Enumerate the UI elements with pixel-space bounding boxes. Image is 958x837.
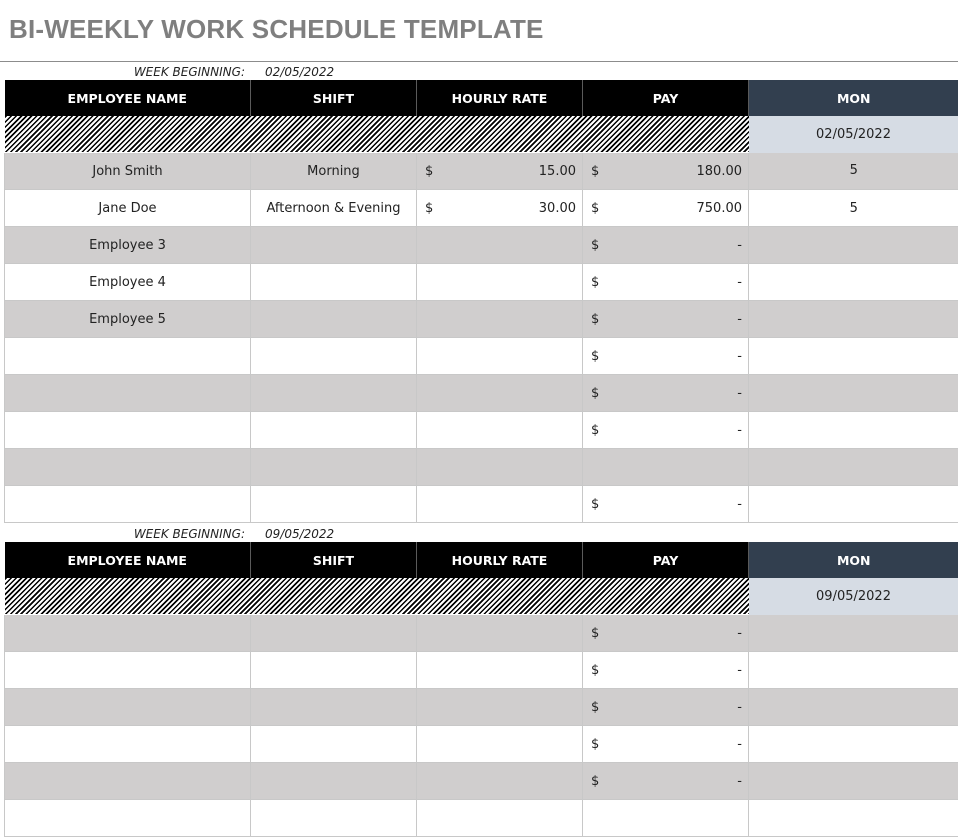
hourly-rate-cell[interactable]: [417, 615, 583, 652]
pay-cell[interactable]: [583, 726, 749, 763]
table-row: [5, 615, 958, 652]
shift-cell[interactable]: [251, 726, 417, 763]
shift-cell[interactable]: [251, 375, 417, 412]
amount-value: 750.00: [697, 201, 743, 216]
shift-cell[interactable]: [251, 264, 417, 301]
week-beginning-row: [4, 62, 958, 80]
amount-value: -: [737, 275, 742, 290]
pay-cell[interactable]: [583, 412, 749, 449]
employee-name-cell[interactable]: [5, 689, 251, 726]
shift-cell[interactable]: [251, 800, 417, 837]
pay-cell[interactable]: [583, 689, 749, 726]
amount-value: -: [737, 238, 742, 253]
hourly-rate-cell[interactable]: [417, 227, 583, 264]
employee-name-cell[interactable]: [5, 449, 251, 486]
day-date-mon[interactable]: 09/05/2022: [749, 578, 958, 615]
hourly-rate-cell[interactable]: [417, 486, 583, 523]
week-beginning-label: WEEK BEGINNING:: [134, 65, 245, 79]
table-row: [5, 190, 958, 227]
amount-value: -: [737, 774, 742, 789]
amount-value: -: [737, 737, 742, 752]
employee-name-cell[interactable]: [5, 800, 251, 837]
amount-value: -: [737, 312, 742, 327]
employee-name-cell[interactable]: Employee 3: [5, 227, 251, 264]
hourly-rate-cell[interactable]: [417, 190, 583, 227]
shift-cell[interactable]: [251, 338, 417, 375]
pay-cell[interactable]: [583, 227, 749, 264]
week-beginning-date[interactable]: 09/05/2022: [265, 527, 334, 541]
shift-cell[interactable]: Morning: [251, 153, 417, 190]
pay-cell[interactable]: [583, 153, 749, 190]
table-row: [5, 763, 958, 800]
header-row: [5, 542, 958, 578]
schedule-table-week-2: [4, 542, 958, 837]
header-pay: PAY: [583, 542, 749, 578]
amount-value: -: [737, 386, 742, 401]
week-2-rows: [5, 615, 958, 837]
pay-cell[interactable]: [583, 338, 749, 375]
currency-symbol: $: [591, 737, 599, 752]
hatched-band: [5, 116, 749, 153]
pay-cell[interactable]: [583, 486, 749, 523]
table-row: [5, 486, 958, 523]
hourly-rate-cell[interactable]: [417, 338, 583, 375]
amount-value: -: [737, 700, 742, 715]
hourly-rate-cell[interactable]: [417, 726, 583, 763]
table-row: [5, 338, 958, 375]
pay-cell[interactable]: [583, 375, 749, 412]
date-row: [5, 116, 958, 153]
day-mon-cell[interactable]: [749, 800, 958, 837]
week-beginning-date[interactable]: 02/05/2022: [265, 65, 334, 79]
date-row: [5, 578, 958, 615]
currency-symbol: $: [591, 774, 599, 789]
shift-cell[interactable]: [251, 486, 417, 523]
header-row: [5, 80, 958, 116]
table-row: [5, 652, 958, 689]
amount-value: -: [737, 663, 742, 678]
currency-symbol: $: [591, 663, 599, 678]
table-row: [5, 301, 958, 338]
hourly-rate-cell[interactable]: [417, 412, 583, 449]
day-mon-cell[interactable]: [749, 227, 958, 264]
day-mon-cell[interactable]: [749, 652, 958, 689]
employee-name-cell[interactable]: Employee 5: [5, 301, 251, 338]
day-date-mon[interactable]: 02/05/2022: [749, 116, 958, 153]
amount-value: -: [737, 497, 742, 512]
week-beginning-row: [4, 524, 958, 542]
pay-cell[interactable]: [583, 449, 749, 486]
employee-name-cell[interactable]: [5, 375, 251, 412]
pay-cell[interactable]: [583, 264, 749, 301]
day-mon-cell[interactable]: [749, 449, 958, 486]
amount-value: -: [737, 626, 742, 641]
day-mon-cell[interactable]: 5: [749, 153, 958, 190]
employee-name-cell[interactable]: [5, 652, 251, 689]
page-title: BI-WEEKLY WORK SCHEDULE TEMPLATE: [9, 14, 544, 45]
pay-cell[interactable]: [583, 763, 749, 800]
amount-value: -: [737, 423, 742, 438]
amount-value: 15.00: [539, 164, 576, 179]
shift-cell[interactable]: [251, 301, 417, 338]
week-1-rows: [5, 153, 958, 523]
week-beginning-label: WEEK BEGINNING:: [134, 527, 245, 541]
week-1-section: [4, 62, 958, 523]
pay-cell[interactable]: [583, 190, 749, 227]
table-row: [5, 412, 958, 449]
hourly-rate-cell[interactable]: [417, 800, 583, 837]
header-day-mon: MON: [749, 80, 958, 116]
header-hourly-rate: HOURLY RATE: [417, 80, 583, 116]
table-row: [5, 449, 958, 486]
day-mon-cell[interactable]: [749, 726, 958, 763]
currency-symbol: $: [591, 386, 599, 401]
pay-cell[interactable]: [583, 615, 749, 652]
currency-symbol: $: [591, 423, 599, 438]
day-mon-cell[interactable]: 5: [749, 190, 958, 227]
employee-name-cell[interactable]: Employee 4: [5, 264, 251, 301]
currency-symbol: $: [591, 700, 599, 715]
table-row: [5, 689, 958, 726]
currency-symbol: $: [425, 164, 433, 179]
header-employee-name: EMPLOYEE NAME: [5, 80, 251, 116]
pay-cell[interactable]: [583, 652, 749, 689]
shift-cell[interactable]: [251, 615, 417, 652]
currency-symbol: $: [425, 201, 433, 216]
currency-symbol: $: [591, 626, 599, 641]
day-mon-cell[interactable]: [749, 412, 958, 449]
amount-value: -: [737, 349, 742, 364]
employee-name-cell[interactable]: [5, 412, 251, 449]
employee-name-cell[interactable]: [5, 615, 251, 652]
schedule-table-week-1: [4, 80, 958, 523]
shift-cell[interactable]: [251, 449, 417, 486]
currency-symbol: $: [591, 275, 599, 290]
hourly-rate-cell[interactable]: [417, 763, 583, 800]
table-row: [5, 800, 958, 837]
employee-name-cell[interactable]: John Smith: [5, 153, 251, 190]
hourly-rate-cell[interactable]: [417, 264, 583, 301]
day-mon-cell[interactable]: [749, 763, 958, 800]
amount-value: 180.00: [697, 164, 743, 179]
currency-symbol: $: [591, 164, 599, 179]
header-employee-name: EMPLOYEE NAME: [5, 542, 251, 578]
shift-cell[interactable]: [251, 412, 417, 449]
table-row: [5, 726, 958, 763]
hourly-rate-cell[interactable]: [417, 153, 583, 190]
day-mon-cell[interactable]: [749, 264, 958, 301]
shift-cell[interactable]: Afternoon & Evening: [251, 190, 417, 227]
table-row: [5, 264, 958, 301]
header-day-mon: MON: [749, 542, 958, 578]
amount-value: 30.00: [539, 201, 576, 216]
hourly-rate-cell[interactable]: [417, 449, 583, 486]
day-mon-cell[interactable]: [749, 338, 958, 375]
employee-name-cell[interactable]: [5, 338, 251, 375]
day-mon-cell[interactable]: [749, 375, 958, 412]
header-hourly-rate: HOURLY RATE: [417, 542, 583, 578]
currency-symbol: $: [591, 312, 599, 327]
day-mon-cell[interactable]: [749, 301, 958, 338]
currency-symbol: $: [591, 497, 599, 512]
day-mon-cell[interactable]: [749, 486, 958, 523]
hourly-rate-cell[interactable]: [417, 301, 583, 338]
day-mon-cell[interactable]: [749, 689, 958, 726]
shift-cell[interactable]: [251, 763, 417, 800]
header-pay: PAY: [583, 80, 749, 116]
currency-symbol: $: [591, 349, 599, 364]
table-row: [5, 375, 958, 412]
week-2-section: [4, 524, 958, 837]
table-row: [5, 227, 958, 264]
employee-name-cell[interactable]: Jane Doe: [5, 190, 251, 227]
shift-cell[interactable]: [251, 227, 417, 264]
shift-cell[interactable]: [251, 652, 417, 689]
shift-cell[interactable]: [251, 689, 417, 726]
hourly-rate-cell[interactable]: [417, 375, 583, 412]
header-shift: SHIFT: [251, 542, 417, 578]
currency-symbol: $: [591, 201, 599, 216]
hatched-band: [5, 578, 749, 615]
hourly-rate-cell[interactable]: [417, 689, 583, 726]
pay-cell[interactable]: [583, 800, 749, 837]
hourly-rate-cell[interactable]: [417, 652, 583, 689]
day-mon-cell[interactable]: [749, 615, 958, 652]
employee-name-cell[interactable]: [5, 726, 251, 763]
pay-cell[interactable]: [583, 301, 749, 338]
currency-symbol: $: [591, 238, 599, 253]
table-row: [5, 153, 958, 190]
header-shift: SHIFT: [251, 80, 417, 116]
employee-name-cell[interactable]: [5, 763, 251, 800]
employee-name-cell[interactable]: [5, 486, 251, 523]
